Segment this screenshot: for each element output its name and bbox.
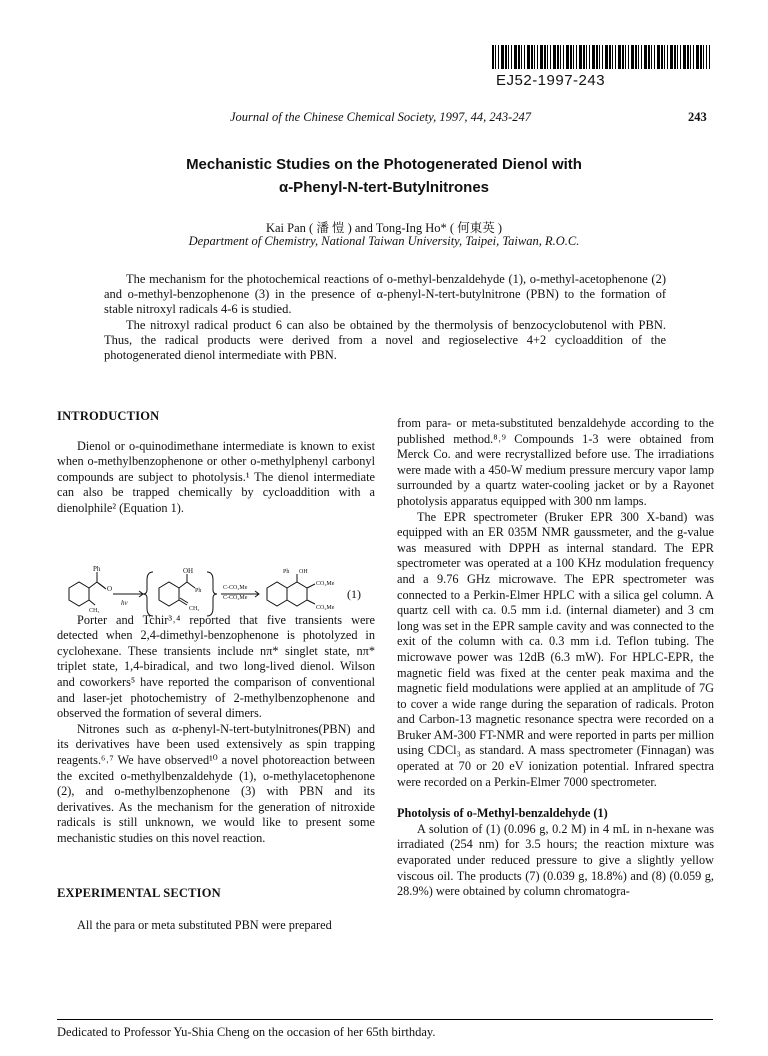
title-line-2: α-Phenyl-N-tert-Butylnitrones [278,179,490,196]
right-paragraph-3: A solution of (1) (0.096 g, 0.2 M) in 4 mL in n-hexane was irradiated (254 nm) for 3.5 hours; the reaction mixture was evaporated under reduced pressure to give a slightly yellow viscous oil. The products (7) (0.039 g, 18.8%) and (8) (0.059 g, 28.9%) were obtained by column chromatogra- [397,821,714,899]
abstract-paragraph: The mechanism for the photochemical reactions of o-methyl-benzaldehyde (1), o-methyl-acetophenone (2) and o-methyl-benzophenone (3) in the presence of α-phenyl-N-tert-butylnitrone (PBN) to the formation of stable nitroxyl radicals 4-6 is studied. [104,272,666,317]
eq-o: O [107,585,113,593]
barcode [492,45,710,69]
eq-reagent-bottom: C-CO₂Me [223,595,248,601]
equation-1-scheme [57,564,375,624]
article-title [0,153,768,199]
eq-product-co2me-1: CO₂Me [316,581,335,587]
equation-number: (1) [347,587,361,601]
intro-paragraph-2: Porter and Tchir³˒⁴ reported that five transients were detected when 2,4-dimethyl-benzophenone is photolyzed in cyclohexane. These transients include nπ* singlet state, nπ* triplet state, 1,4-biradical, and two long-lived dienol. Wilson and coworkers⁵ have reported the comparison of conventional and laser-jet photochemistry of 2-methylbenzophenone and observed the formation of several dimers. [57,612,375,721]
eq-product-co2me-2: CO₂Me [316,605,335,611]
affiliation: Department of Chemistry, National Taiwan University, Taipei, Taiwan, R.O.C. [188,234,580,248]
eq-ch2: CH₂ [189,606,200,612]
experimental-paragraph-1: All the para or meta substituted PBN were prepared [77,918,332,933]
title-line-1: Mechanistic Studies on the Photogenerated Dienol with [186,156,582,173]
authors: Kai Pan ( 潘 愷 ) and Tong-Ing Ho* ( 何東英 ) [265,221,502,235]
eq-product-ph: Ph [283,569,290,575]
eq-ch3: CH₃ [89,608,100,614]
footnote-divider [57,1019,713,1020]
abstract-paragraph: The nitroxyl radical product 6 can also be obtained by the thermolysis of benzocyclobutenol with PBN. Thus, the radical products were derived from a novel and regioselective 4+2 cycloaddition of the photogenerated dienol intermediate with PBN. [104,317,666,363]
left-column [57,409,375,934]
right-column [397,416,714,900]
photolysis-heading: Photolysis of o-Methyl-benzaldehyde (1) [397,806,608,821]
abstract [104,272,666,363]
eq-reagent-top: C-CO₂Me [223,585,248,591]
introduction-heading: INTRODUCTION [57,409,160,423]
eq-oh: OH [183,567,194,575]
intro-paragraph-3: Nitrones such as α-phenyl-N-tert-butylnitrones(PBN) and its derivatives have been used extensively as spin trapping reagents.⁶˒⁷ We have observed¹⁰ a novel photoreaction between the excited o-methylbenzaldehyde (1), o-methylacetophenone (2), and o-methylbenzophenone (3) with PBN and its derivatives. As the mechanism for the generation of nitroxide radicals is still unknown, we would like to present some mechanistic studies on this novel reaction. [57,721,375,845]
intro-paragraph-1: Dienol or o-quinodimethane intermediate is known to exist when o-methylbenzophenone or other o-methylphenyl carbonyl compounds are subject to photolysis.¹ The dienol intermediate can also be trapped chemically by cycloaddition with a dienolphile² (Equation 1). [57,438,375,515]
eq-ph-1: Ph [93,565,101,573]
eq-product-oh: OH [299,569,308,575]
journal-citation: Journal of the Chinese Chemical Society, 1997, 44, 243-247 [230,110,531,124]
document-code: EJ52-1997-243 [496,72,606,89]
dedication-footnote: Dedicated to Professor Yu-Shia Cheng on the occasion of her 65th birthday. [57,1025,436,1039]
right-paragraph-2: The EPR spectrometer (Bruker EPR 300 X-band) was equipped with an ER 035M NMR gaussmeter, and the g-value was measured with DPPH as internal standard. The EPR spectrometer was operated at a 100 KHz modulation frequency and a 9.76 GHz microwave. The EPR spectrometer was connected to a Perkin-Elmer HPLC with a silica gel column. A quartz cell with ca. 0.5 mm i.d. (internal diameter) and 3 cm long was set in the EPR sample cavity and was connected to the exit of the column with ca. 0.3 mm i.d. Teflon tubing. The microwave power was 12dB (6.3 mW). For HPLC-EPR, the magnetic field was fixed at the center peak maxima and the magnetic field modulations were applied at an amplitude of 7G to cover a wide range during the separation of radicals. Proton and Carbon-13 magnetic resonance spectra were recorded on a Bruker AM-300 FT-NMR and were reported in parts per million using CDCl₃ as standard. A mass spectrometer (Finnagan) was operated at 70 or 20 eV ionization potential. Infrared spectra were recorded on a Perkin-Elmer 7000 spectrometer. [397,509,714,789]
right-paragraph-1: from para- or meta-substituted benzaldehyde according to the published method.⁸˒⁹ Compounds 1-3 were obtained from Merck Co. and were recrystallized before use. The irradiations were made with a 450-W medium pressure mercury vapor lamp surrounded by a quartz water-cooling jacket or by a Rayonet photolysis apparatus equipped with 300 nm lamps. [397,416,714,508]
eq-hv: hν [121,599,128,607]
page-number: 243 [688,110,707,124]
eq-ph-2: Ph [195,588,202,594]
experimental-heading: EXPERIMENTAL SECTION [57,886,221,901]
